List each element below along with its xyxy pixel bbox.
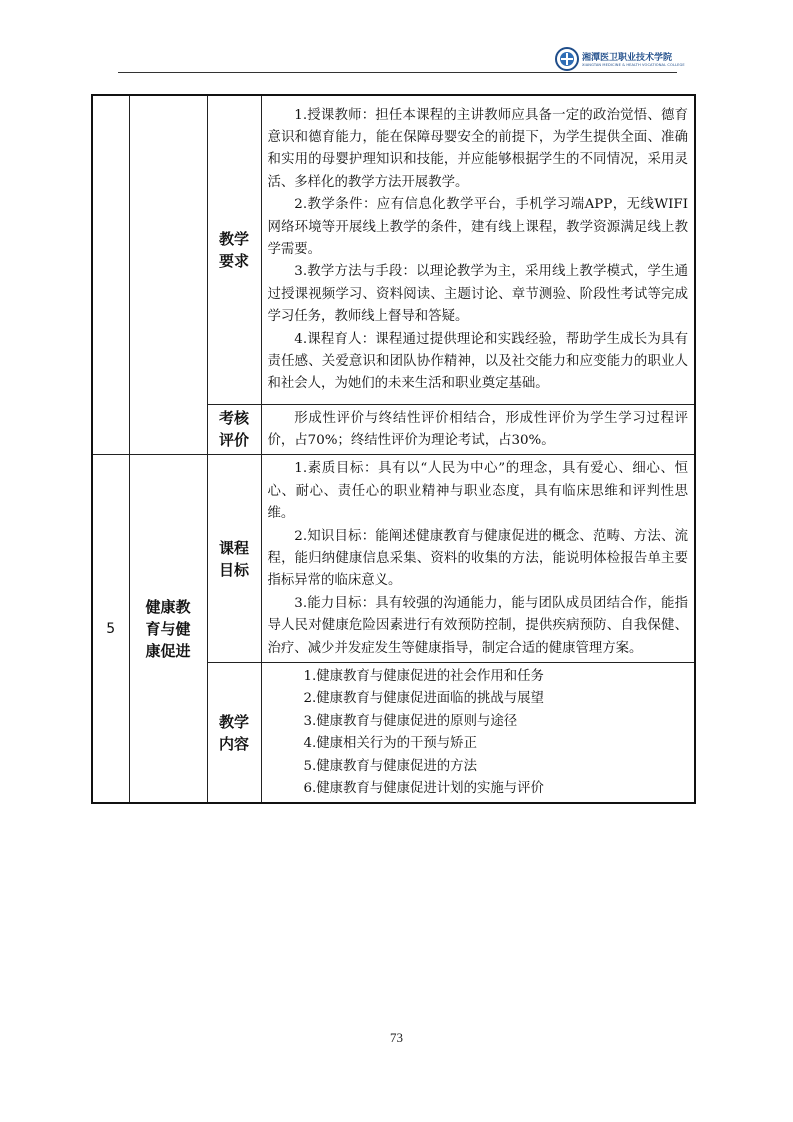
teaching-content-list — [261, 662, 695, 803]
table-row — [92, 455, 695, 663]
assessment-label — [207, 404, 261, 455]
course-name-cell — [129, 95, 207, 455]
list-item: 1.健康教育与健康促进的社会作用和任务 — [303, 668, 544, 684]
assessment-content — [261, 404, 695, 455]
objective-paragraph: 2.知识目标：能阐述健康教育与健康促进的概念、范畴、方法、流程，能归纳健康信息采集、资料的收集的方法，能说明体检报告单主要指标异常的临床意义。 — [267, 528, 688, 589]
label-line: 课程 — [218, 538, 249, 557]
course-objectives-label — [207, 455, 261, 663]
requirement-paragraph: 3.教学方法与手段：以理论教学为主，采用线上教学模式，学生通过授课视频学习、资料阅读、主题讨论、章节测验、阶段性考试等完成学习任务，教师线上督导和答疑。 — [267, 264, 688, 325]
label-line: 目标 — [218, 560, 249, 579]
list-item: 2.健康教育与健康促进面临的挑战与展望 — [303, 691, 544, 707]
label-line: 评价 — [218, 431, 249, 450]
row-number-cell — [92, 95, 129, 455]
objective-paragraph: 1.素质目标：具有以“人民为中心”的理念，具有爱心、细心、恒心、耐心、责任心的职业精神与职业态度，具有临床思维和评判性思维。 — [267, 461, 688, 522]
list-item: 6.健康教育与健康促进计划的实施与评价 — [303, 781, 544, 796]
teaching-requirements-label — [207, 95, 261, 404]
requirement-paragraph: 2.教学条件：应有信息化教学平台，手机学习端APP，无线WIFI网络环境等开展线上教学的条件，建有线上课程，教学资源满足线上教学需要。 — [267, 197, 688, 258]
college-name-english: XIANGTAN MEDICINE & HEALTH VOCATIONAL COLLEGE — [582, 63, 685, 67]
label-line: 教学 — [218, 229, 249, 248]
teaching-content-label — [207, 662, 261, 803]
objective-paragraph: 3.能力目标：具有较强的沟通能力，能与团队成员团结合作，能指导人民对健康危险因素进行有效预防控制，提供疾病预防、自我保健、治疗、减少并发症发生等健康指导，制定合适的健康管理方案。 — [267, 595, 688, 656]
label-line: 教学 — [218, 712, 249, 731]
course-objectives-content — [261, 455, 695, 663]
label-line: 要求 — [218, 251, 249, 270]
curriculum-table — [91, 94, 696, 804]
course-name-line: 育与健 — [145, 619, 191, 638]
label-line: 考核 — [218, 409, 249, 428]
list-item: 3.健康教育与健康促进的原则与途径 — [303, 713, 518, 729]
requirement-paragraph: 4.课程育人：课程通过提供理论和实践经验，帮助学生成长为具有责任感、关爱意识和团队协作精神，以及社交能力和应变能力的职业人和社会人，为她们的未来生活和职业奠定基础。 — [267, 331, 688, 392]
college-name: 湘潭医卫职业技术学院 — [582, 53, 673, 63]
list-item: 5.健康教育与健康促进的方法 — [303, 758, 477, 774]
teaching-requirements-content — [261, 95, 695, 404]
requirement-paragraph: 1.授课教师：担任本课程的主讲教师应具备一定的政治觉悟、德育意识和德育能力，能在保障母婴安全的前提下，为学生提供全面、准确和实用的母婴护理知识和技能，并应能够根据学生的不同情况，采用灵活、多样化的教学方法开展教学。 — [267, 107, 688, 190]
row-number-cell: 5 — [92, 455, 129, 804]
course-name-line: 健康教 — [145, 597, 191, 616]
list-item: 4.健康相关行为的干预与矫正 — [303, 736, 477, 752]
header-rule — [118, 72, 677, 73]
label-line: 内容 — [218, 734, 249, 753]
course-name-cell — [129, 455, 207, 804]
course-name-line: 康促进 — [145, 641, 191, 660]
table-row — [92, 95, 695, 404]
assessment-text: 形成性评价与终结性评价相结合，形成性评价为学生学习过程评价，占70%；终结性评价为理论考试，占30%。 — [267, 410, 688, 448]
page-number: 73 — [390, 1030, 403, 1045]
